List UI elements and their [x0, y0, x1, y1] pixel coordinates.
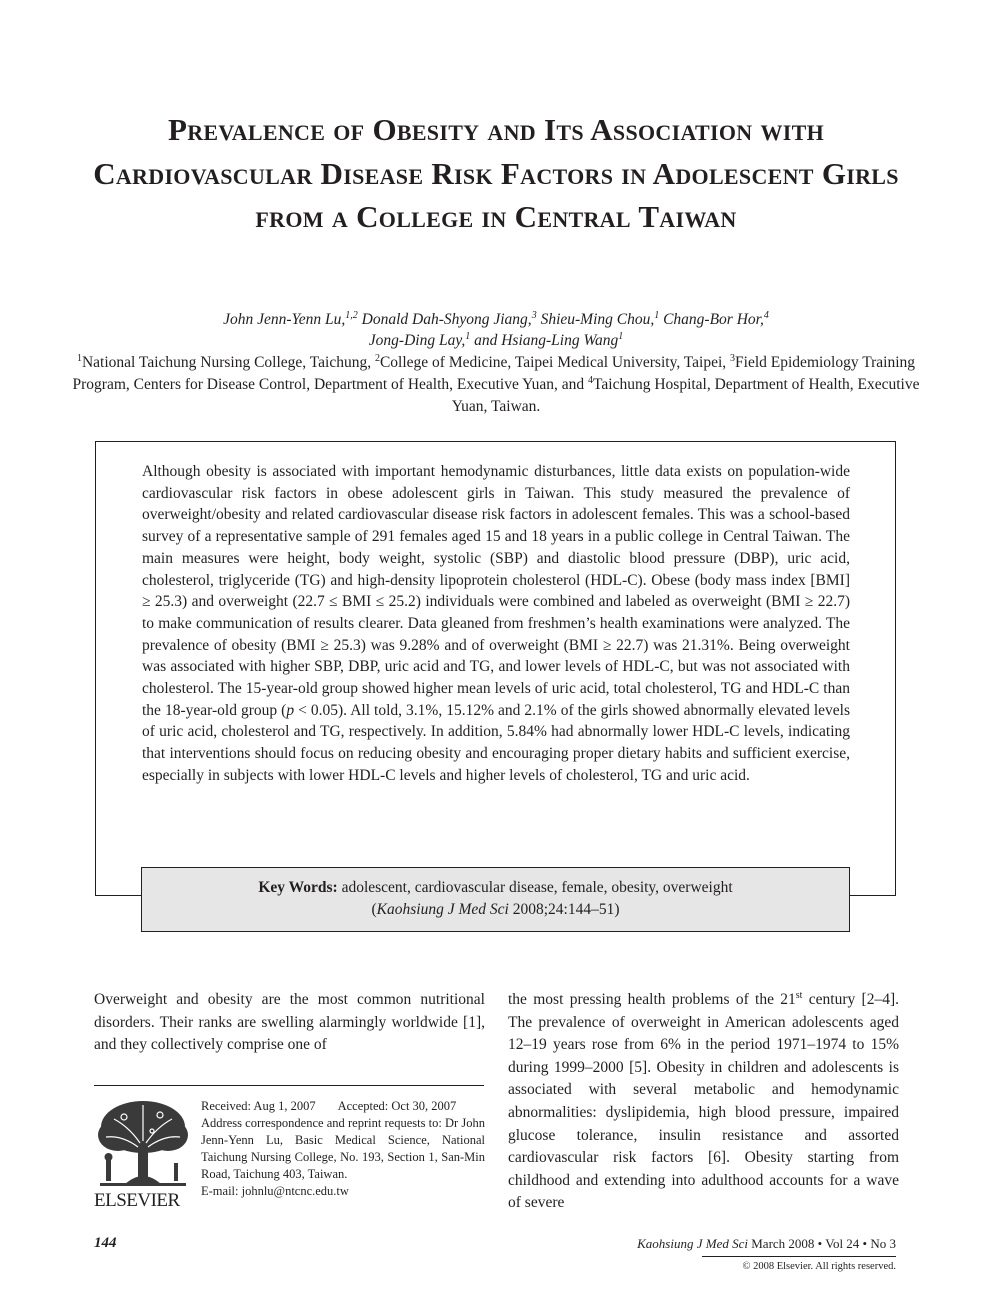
author-affiliation-mark: 1 [465, 330, 471, 342]
correspondence-email: E-mail: johnlu@ntcnc.edu.tw [201, 1184, 349, 1199]
accepted-date: Accepted: Oct 30, 2007 [337, 1099, 457, 1113]
author-list [60, 309, 932, 351]
body-text-right [508, 989, 899, 1215]
affiliation-mark: 2 [374, 352, 380, 364]
affiliation: National Taichung Nursing College, Taichung, [81, 354, 375, 371]
affiliation: Field Epidemiology Training Program, Centers for Disease Control, Department of Health, Executive Yuan, and [72, 354, 916, 393]
keywords-text: adolescent, cardiovascular disease, female, obesity, overweight [337, 879, 733, 896]
page-number: 144 [94, 1235, 117, 1251]
affiliation-mark: 3 [730, 352, 736, 364]
p-value-symbol: p [286, 701, 295, 719]
publisher-wordmark: ELSEVIER [94, 1190, 180, 1211]
author-affiliation-mark: 3 [531, 309, 537, 321]
affiliation-list [60, 352, 932, 418]
received-date: Received: Aug 1, 2007 [201, 1099, 316, 1113]
citation-journal: Kaohsiung J Med Sci [376, 900, 509, 918]
affiliation-mark: 1 [76, 352, 82, 364]
article-title: Prevalence of Obesity and Its Association with Cardiovascular Disease Risk Factors in Adolescent Girls from a College in Central Taiwan [93, 112, 899, 234]
ordinal-suffix: st [795, 989, 803, 1001]
body-text-left: Overweight and obesity are the most common nutritional disorders. Their ranks are swelling alarmingly worldwide [1], and they collectively comprise one of [94, 991, 485, 1054]
body-part: the most pressing health problems of the 21 [508, 991, 796, 1008]
footer-issue: March 2008 • Vol 24 • No 3 [747, 1236, 896, 1251]
citation-open-paren: ( [371, 900, 377, 918]
affiliation: Taichung Hospital, Department of Health, Executive Yuan, Taiwan. [451, 376, 920, 415]
citation-text: 2008;24:144–51) [508, 900, 620, 918]
journal-footer [637, 1236, 896, 1252]
author-affiliation-mark: 1 [654, 309, 660, 321]
abstract-part: Although obesity is associated with important hemodynamic disturbances, little data exists on population-wide cardiovascular risk factors in obese adolescent girls in Taiwan. This study measured the prevalence of overweight/obesity and related cardiovascular disease risk factors in adolescent females. This was a school-based survey of a representative sample of 291 females aged 15 and 18 years in a public college in Central Taiwan. The main measures were height, body weight, systolic (SBP) and diastolic blood pressure (DBP), uric acid, cholesterol, triglyceride (TG) and high-density lipoprotein cholesterol (HDL-C). Obese (body mass index [BMI] ≥ 25.3) and overweight (22.7 ≤ BMI ≤ 25.2) individuals were combined and labeled as overweight (BMI ≥ 22.7) to make communication of results clearer. Data gleaned from freshmen’s health examinations were analyzed. The prevalence of obesity (BMI ≥ 25.3) was 9.28% and of overweight (BMI ≥ 22.7) was 21.31%. Being overweight was associated with higher SBP, DBP, uric acid and TG, and lower levels of HDL-C, but was not associated with cholesterol. The 15-year-old group showed higher mean levels of uric acid, total cholesterol, TG and HDL-C than the 18-year-old group ( [142, 463, 850, 719]
author: Jong-Ding Lay, [368, 332, 466, 349]
copyright-notice: © 2008 Elsevier. All rights reserved. [742, 1261, 896, 1272]
footer-journal: Kaohsiung J Med Sci [637, 1236, 748, 1251]
affiliation: College of Medicine, Taipei Medical University, Taipei, [379, 354, 731, 371]
footnote [201, 1098, 485, 1201]
keywords-label: Key Words: [258, 879, 338, 896]
body-part: century [2–4]. The prevalence of overweight in American adolescents aged 12–19 years rose from 6% in the period 1971–1974 to 15% during 1999–2000 [5]. Obesity in children and adolescents is associated with several metabolic and hemodynamic abnormalities: dyslipidemia, high blood pressure, impaired glucose tolerance, insulin resistance and assorted cardiovascular risk factors [6]. Obesity starting from childhood and extending into adulthood accounts for a wave of severe [508, 991, 899, 1212]
footnote-divider [94, 1085, 484, 1086]
author-affiliation-mark: 1 [618, 330, 624, 342]
author-affiliation-mark: 4 [763, 309, 769, 321]
footnote-dates [201, 1098, 485, 1115]
abstract-text [142, 461, 850, 787]
correspondence-address: Address correspondence and reprint requests to: Dr John Jenn-Yenn Lu, Basic Medical Science, National Taichung Nursing College, No. 193, Section 1, San-Min Road, Taichung 403, Taiwan. [201, 1116, 485, 1182]
author: John Jenn-Yenn Lu, [223, 311, 346, 328]
author-affiliation-mark: 1,2 [345, 309, 358, 321]
abstract-part: < 0.05). All told, 3.1%, 15.12% and 2.1% of the girls showed abnormally elevated levels of uric acid, cholesterol and TG, respectively. In addition, 5.84% had abnormally lower HDL-C levels, indicating that interventions should focus on reducing obesity and encouraging proper dietary habits and sufficient exercise, especially in subjects with lower HDL-C levels and higher levels of cholesterol, TG and uric acid. [142, 701, 851, 784]
author: Shieu-Ming Chou, [540, 311, 655, 328]
footer-divider [702, 1256, 896, 1257]
affiliation-mark: 4 [588, 374, 594, 386]
keywords-box [141, 867, 850, 932]
author: Chang-Bor Hor, [663, 311, 764, 328]
author: Donald Dah-Shyong Jiang, [361, 311, 532, 328]
author: and Hsiang-Ling Wang [474, 332, 619, 349]
